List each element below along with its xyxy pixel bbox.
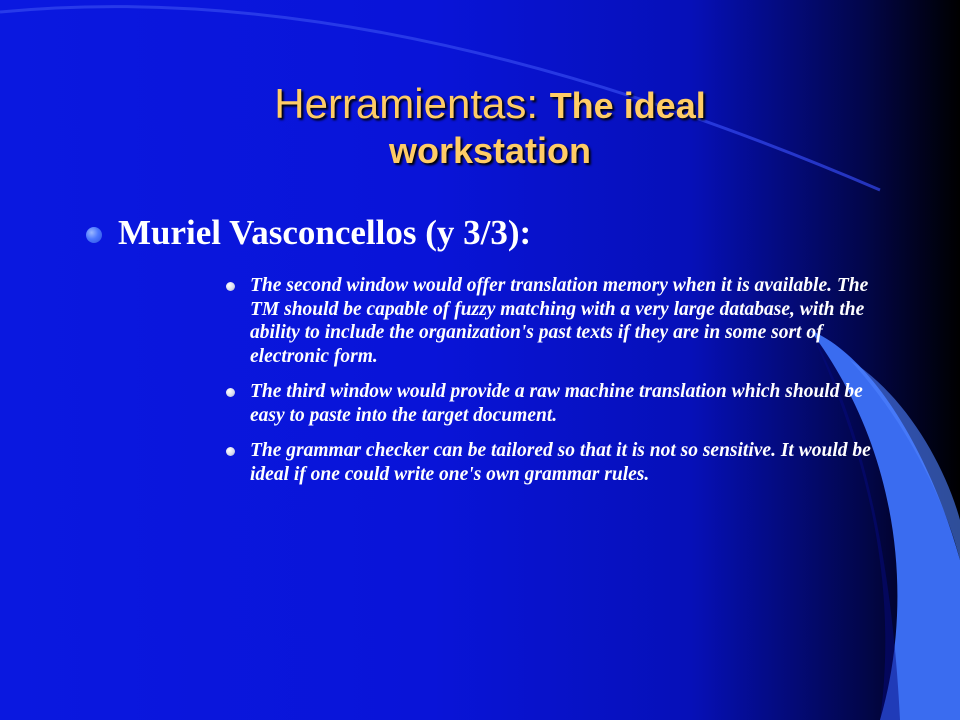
sub-bullet-dot	[226, 447, 235, 456]
sub-bullet-text: The second window would offer translation memory when it is available. The TM should be capable of fuzzy matching with a very large database, with the ability to include the organization's past texts if they are in some sort of electronic form.	[250, 275, 869, 367]
sub-bullet-text: The third window would provide a raw machine translation which should be easy to paste into the target document.	[250, 381, 863, 426]
sub-bullet-dot	[226, 388, 235, 397]
slide-title	[160, 78, 820, 173]
sub-bullet-item	[226, 380, 876, 427]
sub-bullet-dot	[226, 282, 235, 291]
main-bullet-text: Muriel Vasconcellos (y 3/3):	[118, 213, 532, 252]
sub-bullet-item	[226, 439, 876, 486]
sub-bullet-list	[226, 274, 876, 498]
title-english-line1: The ideal	[549, 85, 706, 126]
title-spanish: Herramientas:	[274, 80, 550, 127]
title-english-line2: workstation	[388, 130, 592, 172]
sub-bullet-item	[226, 274, 876, 368]
main-bullet-dot	[86, 227, 102, 243]
main-bullet-item	[86, 212, 531, 254]
sub-bullet-text: The grammar checker can be tailored so that it is not so sensitive. It would be ideal if one could write one's own grammar rules.	[250, 440, 871, 485]
